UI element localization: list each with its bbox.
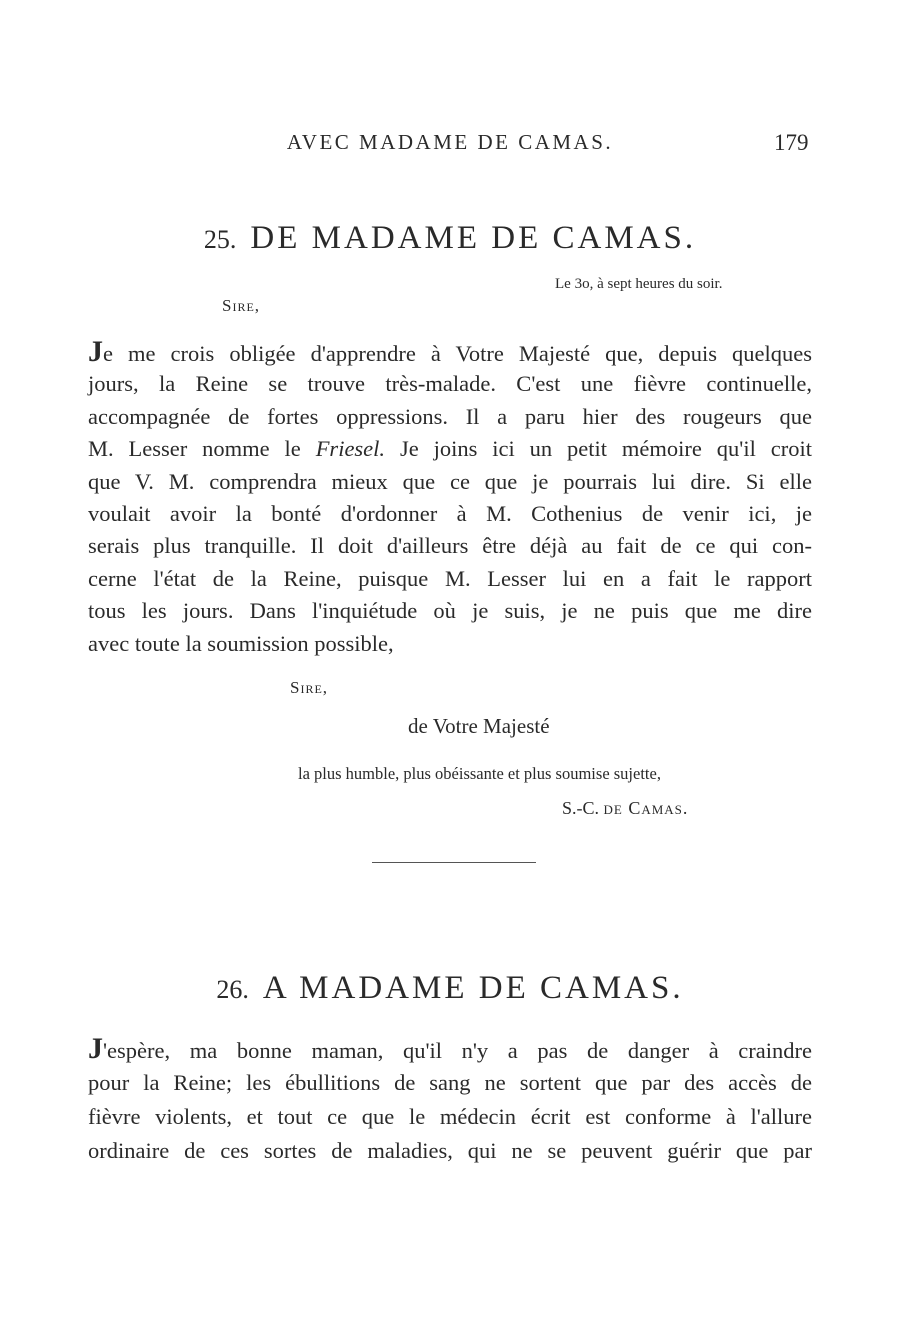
- letter-number: 26.: [216, 975, 249, 1004]
- page-number: 179: [774, 130, 809, 155]
- text-line: [88, 1032, 812, 1066]
- line-text: M. Lesser nomme le: [88, 436, 316, 462]
- text-line: jours, la Reine se trouve très-malade. C'est une fièvre continuelle,: [88, 371, 812, 397]
- text-line: avec toute la soumission possible,: [88, 630, 394, 656]
- closing-sire: Sire,: [290, 678, 329, 697]
- signature: [562, 798, 688, 819]
- text-line: fièvre violents, et tout ce que le médecin écrit est conforme à l'allure: [88, 1104, 812, 1129]
- text-line: tous les jours. Dans l'inquiétude où je suis, je ne puis que me dire: [88, 598, 812, 624]
- text-line: [88, 336, 812, 368]
- letter-25-body: [88, 336, 812, 660]
- letter-title: A MADAME DE CAMAS.: [262, 970, 684, 1006]
- letter-26-heading: [0, 970, 900, 1007]
- signature-name: de Camas.: [603, 798, 689, 818]
- section-divider: [372, 862, 536, 863]
- closing-line: de Votre Majesté: [408, 714, 550, 738]
- letter-number: 25.: [203, 225, 237, 254]
- text-line: serais plus tranquille. Il doit d'ailleurs être déjà au fait de ce qui con-: [88, 533, 812, 559]
- text-line: [88, 433, 812, 465]
- text-line: accompagnée de fortes oppressions. Il a paru hier des rougeurs que: [88, 403, 812, 429]
- drop-cap: J: [88, 1032, 103, 1065]
- dateline: Le 3o, à sept heures du soir.: [555, 276, 723, 292]
- italic-term: Friesel.: [315, 436, 386, 462]
- line-text: e me crois obligée d'apprendre à Votre Majesté que, depuis quelques: [103, 341, 812, 366]
- letter-title: DE MADAME DE CAMAS.: [250, 220, 697, 256]
- text-line: que V. M. comprendra mieux que ce que je pourrais lui dire. Si elle: [88, 468, 812, 494]
- line-text: Je joins ici un petit mémoire qu'il croit: [385, 436, 812, 462]
- letter-26-body: [88, 1032, 812, 1168]
- drop-cap: J: [88, 335, 103, 368]
- salutation: Sire,: [222, 296, 261, 315]
- line-text: 'espère, ma bonne maman, qu'il n'y a pas de danger à craindre: [103, 1038, 812, 1063]
- text-line: ordinaire de ces sortes de maladies, qui ne se peuvent guérir que par: [88, 1138, 812, 1163]
- closing-humble: la plus humble, plus obéissante et plus soumise sujette,: [298, 764, 661, 783]
- running-head: AVEC MADAME DE CAMAS.: [286, 130, 614, 154]
- text-line: voulait avoir la bonté d'ordonner à M. Cothenius de venir ici, je: [88, 500, 812, 526]
- signature-initials: S.-C.: [562, 798, 600, 818]
- letter-25-heading: [0, 220, 900, 257]
- text-line: pour la Reine; les ébullitions de sang ne sortent que par des accès de: [88, 1070, 812, 1095]
- text-line: cerne l'état de la Reine, puisque M. Lesser lui en a fait le rapport: [88, 565, 812, 591]
